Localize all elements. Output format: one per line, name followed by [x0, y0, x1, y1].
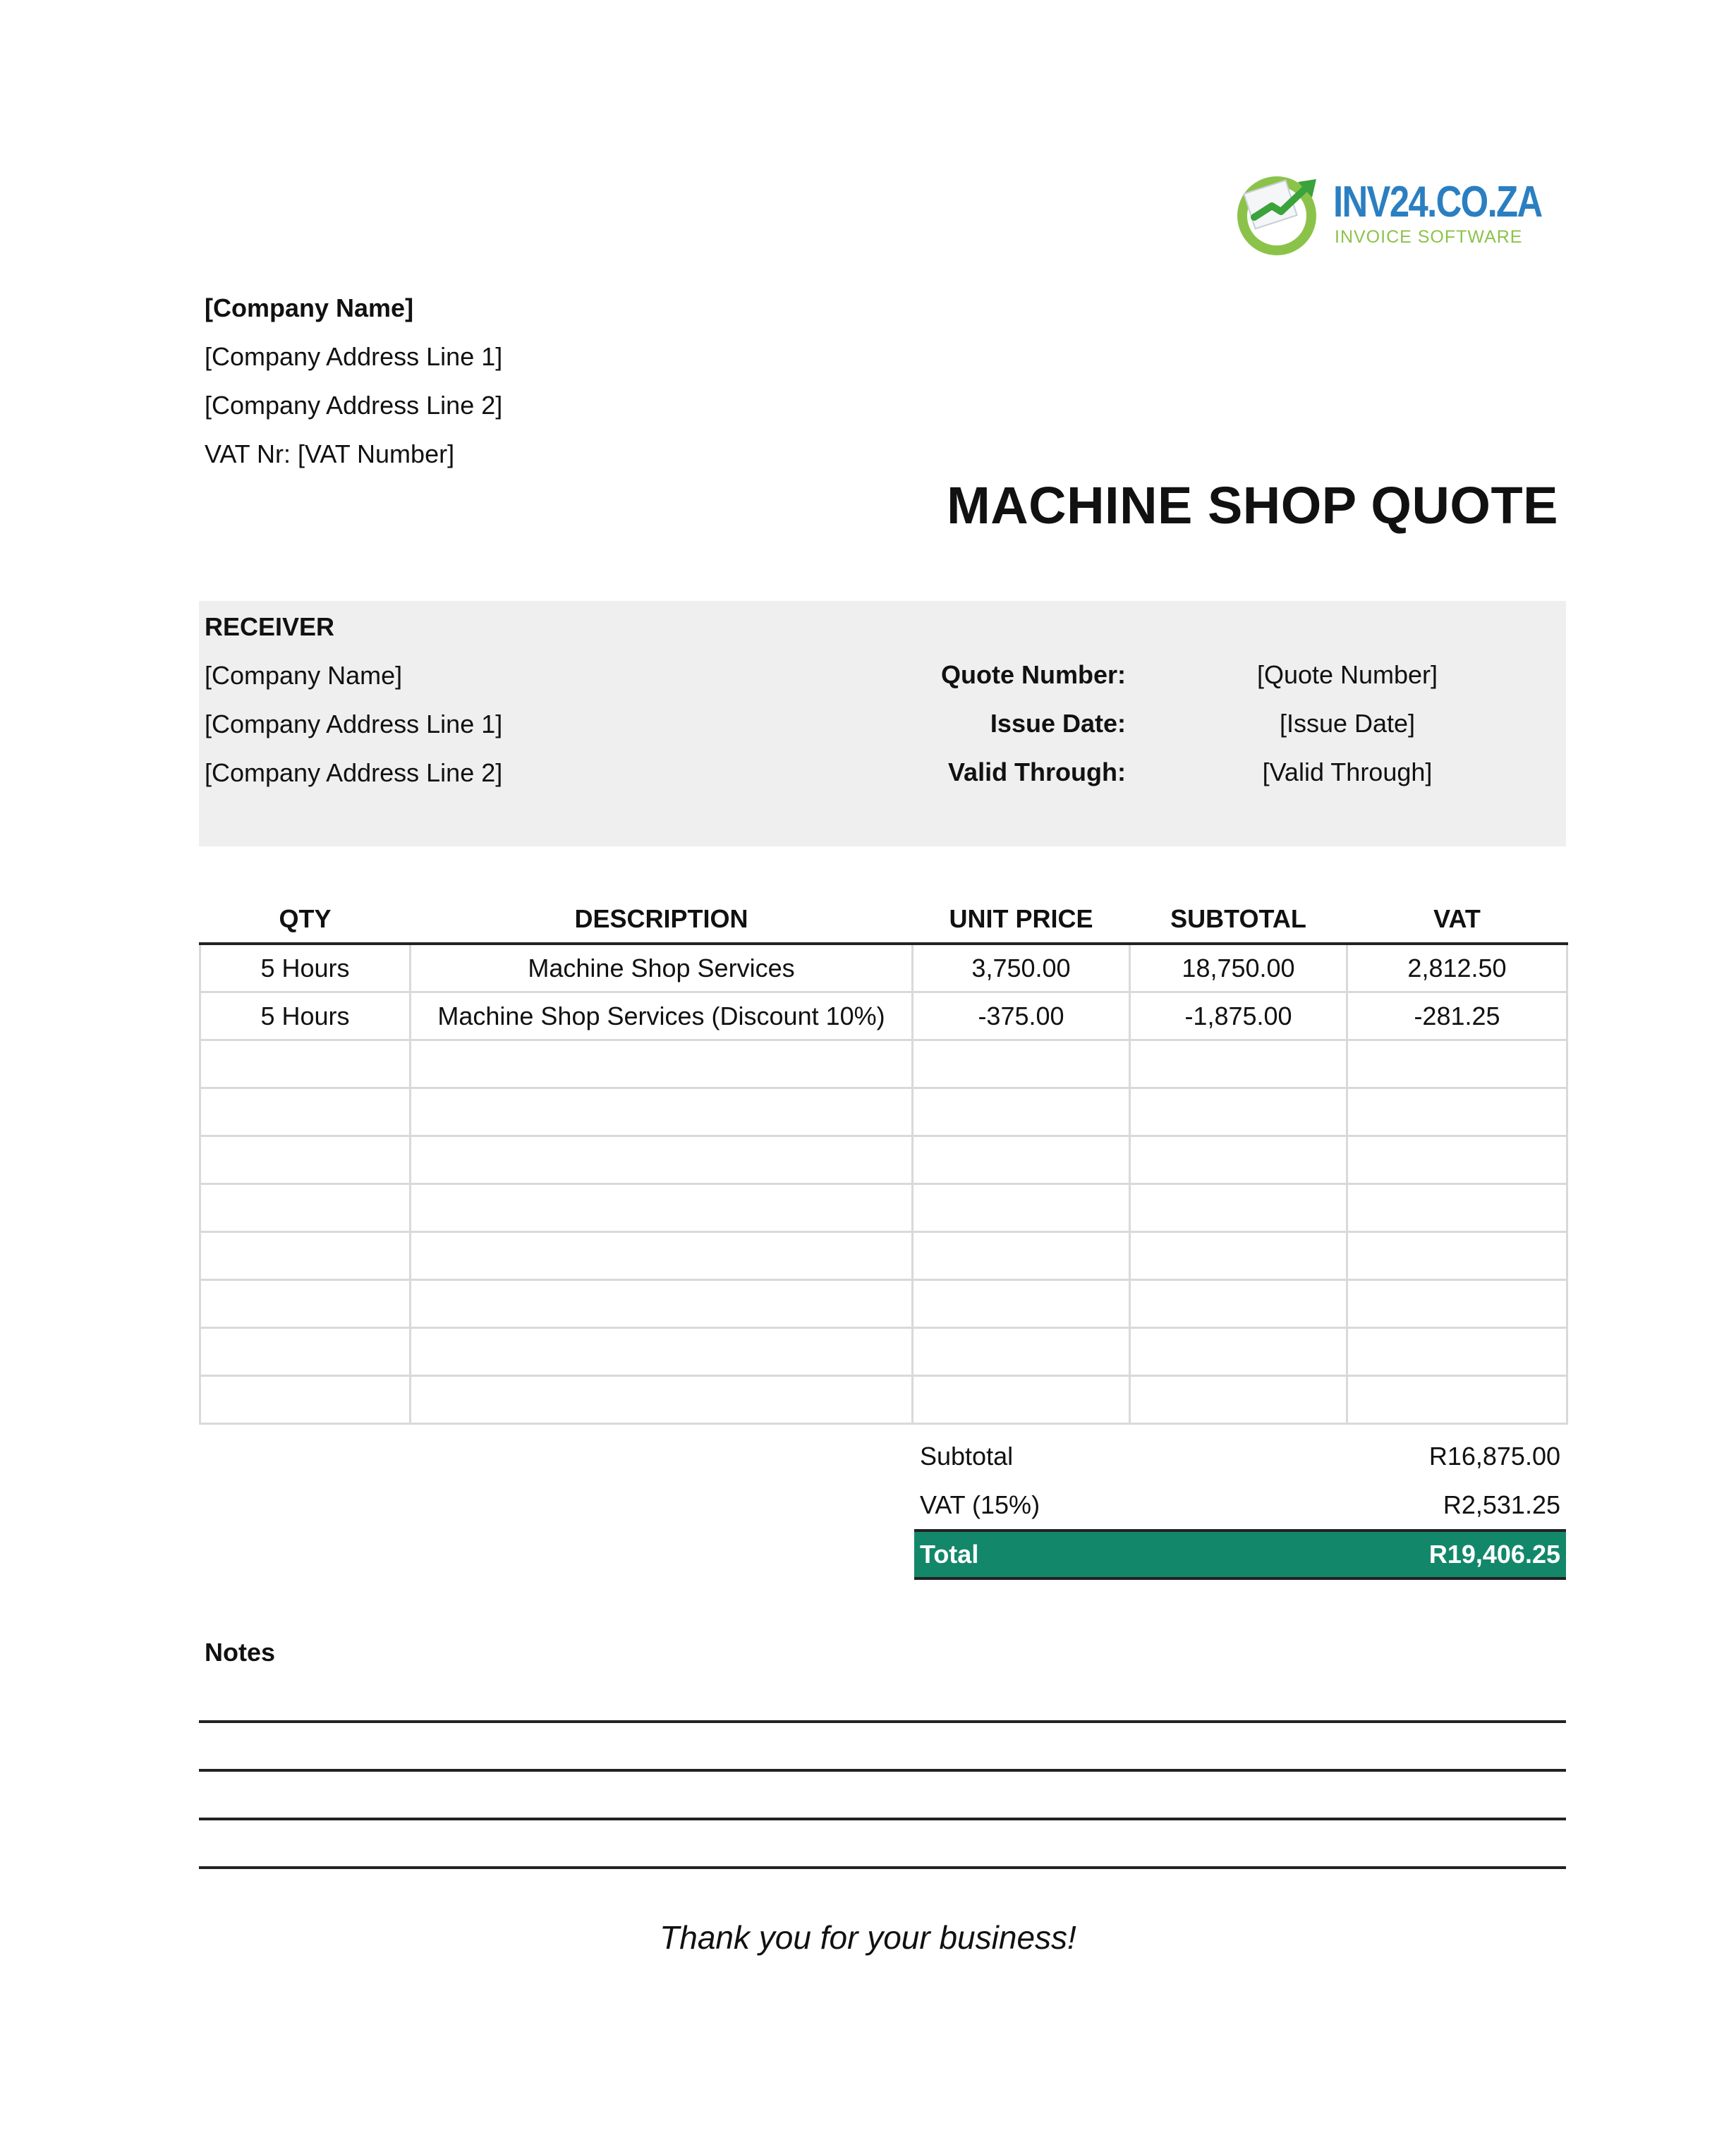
empty-cell [1347, 1136, 1567, 1184]
line-items-table [199, 896, 1568, 1425]
sender-address-line-1: [Company Address Line 1] [205, 342, 503, 371]
empty-cell [1130, 1040, 1347, 1088]
empty-table-row [200, 1280, 1567, 1328]
empty-table-row [200, 1088, 1567, 1136]
valid-through-value: [Valid Through] [1262, 757, 1433, 786]
total-value: R19,406.25 [1428, 1540, 1560, 1569]
empty-cell [1347, 1328, 1567, 1376]
subtotal-row [914, 1432, 1566, 1480]
vat-label: VAT (15%) [920, 1490, 1040, 1519]
subtotal-value: R16,875.00 [1428, 1442, 1560, 1471]
empty-cell [1130, 1376, 1347, 1424]
empty-cell [200, 1376, 411, 1424]
receiver-company-name: [Company Name] [205, 661, 403, 690]
cell-qty: 5 Hours [200, 992, 411, 1040]
valid-through-label: Valid Through: [948, 757, 1126, 786]
quote-meta-values [1206, 650, 1488, 796]
empty-cell [411, 1328, 913, 1376]
cell-vat: 2,812.50 [1347, 944, 1567, 992]
empty-cell [913, 1328, 1130, 1376]
empty-table-row [200, 1232, 1567, 1280]
cell-unit-price: 3,750.00 [913, 944, 1130, 992]
cell-qty: 5 Hours [200, 944, 411, 992]
logo-name: INV24.CO.ZA [1333, 178, 1542, 226]
vat-row [914, 1480, 1566, 1529]
cell-vat: -281.25 [1347, 992, 1567, 1040]
empty-cell [200, 1088, 411, 1136]
empty-cell [1347, 1280, 1567, 1328]
empty-cell [1347, 1088, 1567, 1136]
cell-description: Machine Shop Services (Discount 10%) [411, 992, 913, 1040]
empty-cell [913, 1232, 1130, 1280]
cell-subtotal: 18,750.00 [1130, 944, 1347, 992]
subtotal-label: Subtotal [920, 1442, 1014, 1471]
totals-block [914, 1432, 1566, 1580]
empty-table-row [200, 1328, 1567, 1376]
logo-chart-icon [1233, 166, 1325, 258]
receiver-block [205, 602, 502, 797]
empty-cell [913, 1280, 1130, 1328]
cell-description: Machine Shop Services [411, 944, 913, 992]
empty-cell [200, 1184, 411, 1232]
empty-cell [200, 1280, 411, 1328]
empty-cell [411, 1088, 913, 1136]
col-header-unit-price: UNIT PRICE [913, 896, 1130, 944]
empty-cell [200, 1328, 411, 1376]
notes-label: Notes [205, 1638, 276, 1667]
empty-cell [913, 1184, 1130, 1232]
empty-cell [411, 1136, 913, 1184]
table-row [200, 992, 1567, 1040]
col-header-description: DESCRIPTION [411, 896, 913, 944]
empty-cell [913, 1136, 1130, 1184]
col-header-vat: VAT [1347, 896, 1567, 944]
logo-tagline: INVOICE SOFTWARE [1335, 227, 1523, 247]
thank-you-message: Thank you for your business! [660, 1919, 1076, 1956]
empty-cell [913, 1088, 1130, 1136]
issue-date-label: Issue Date: [990, 709, 1126, 738]
empty-table-row [200, 1184, 1567, 1232]
empty-cell [1130, 1232, 1347, 1280]
total-row [914, 1529, 1566, 1580]
empty-cell [1347, 1040, 1567, 1088]
empty-cell [913, 1376, 1130, 1424]
quote-number-label: Quote Number: [940, 660, 1126, 689]
sender-address-line-2: [Company Address Line 2] [205, 391, 503, 420]
table-row [200, 944, 1567, 992]
empty-cell [200, 1232, 411, 1280]
sender-vat-number: VAT Nr: [VAT Number] [205, 439, 455, 468]
empty-cell [1347, 1232, 1567, 1280]
notes-line [199, 1769, 1566, 1772]
col-header-subtotal: SUBTOTAL [1130, 896, 1347, 944]
issue-date-value: [Issue Date] [1279, 709, 1416, 738]
empty-cell [411, 1040, 913, 1088]
empty-cell [200, 1136, 411, 1184]
cell-subtotal: -1,875.00 [1130, 992, 1347, 1040]
receiver-address-line-1: [Company Address Line 1] [205, 710, 503, 738]
empty-cell [200, 1040, 411, 1088]
empty-cell [1130, 1184, 1347, 1232]
empty-cell [1130, 1136, 1347, 1184]
empty-cell [1130, 1328, 1347, 1376]
receiver-heading: RECEIVER [205, 612, 335, 641]
sender-block [205, 284, 502, 478]
empty-cell [411, 1376, 913, 1424]
notes-line [199, 1818, 1566, 1820]
receiver-address-line-2: [Company Address Line 2] [205, 758, 503, 787]
cell-unit-price: -375.00 [913, 992, 1130, 1040]
total-label: Total [920, 1540, 979, 1569]
brand-logo [1233, 166, 1542, 265]
empty-cell [1347, 1376, 1567, 1424]
empty-cell [1130, 1280, 1347, 1328]
empty-cell [411, 1232, 913, 1280]
notes-line [199, 1720, 1566, 1723]
empty-cell [411, 1184, 913, 1232]
empty-cell [1130, 1088, 1347, 1136]
sender-company-name: [Company Name] [205, 293, 414, 322]
empty-table-row [200, 1376, 1567, 1424]
empty-table-row [200, 1040, 1567, 1088]
document-title: MACHINE SHOP QUOTE [947, 476, 1558, 535]
quote-meta-labels [941, 650, 1126, 796]
empty-table-row [200, 1136, 1567, 1184]
empty-cell [913, 1040, 1130, 1088]
vat-value: R2,531.25 [1443, 1490, 1560, 1519]
empty-cell [411, 1280, 913, 1328]
table-header-row [200, 896, 1567, 944]
notes-line [199, 1866, 1566, 1869]
empty-cell [1347, 1184, 1567, 1232]
quote-number-value: [Quote Number] [1256, 660, 1438, 689]
col-header-qty: QTY [200, 896, 411, 944]
